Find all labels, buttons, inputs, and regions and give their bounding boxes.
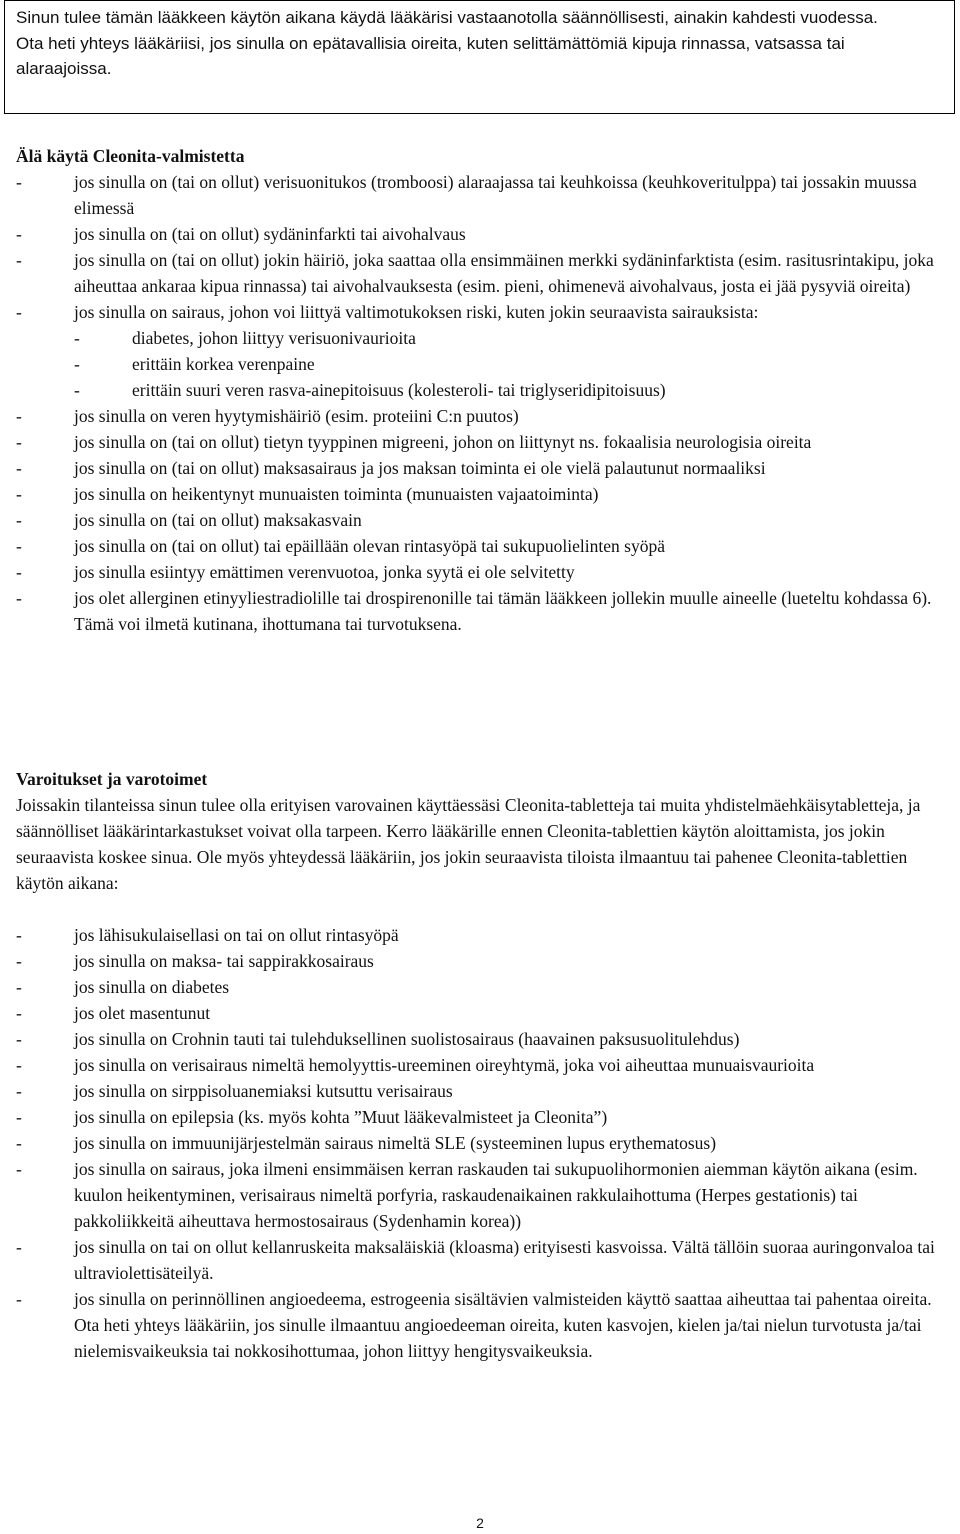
list-item: - jos sinulla on (tai on ollut) maksasairaus ja jos maksan toiminta ei ole vielä palautunut normaaliksi	[16, 455, 946, 481]
intro-paragraph: Joissakin tilanteissa sinun tulee olla erityisen varovainen käyttäessäsi Cleonita-tabletteja tai muita yhdistelmäehkäisytabletteja, ja säännölliset lääkärintarkastukset voivat olla tarpeen. Kerro lääkärille ennen Cleonita-tablettien käytön aloittamista, jos jokin seuraavista koskee sinua. Ole myös yhteydessä lääkäriin, jos jokin seuraavista tiloista ilmaantuu tai pahenee Cleonita-tablettien käytön aikana:	[16, 795, 921, 893]
list-item: - jos lähisukulaisellasi on tai on ollut rintasyöpä	[16, 922, 946, 948]
list-item: - jos sinulla on sairaus, joka ilmeni ensimmäisen kerran raskauden tai sukupuolihormonien aiemman käytön aikana (esim. kuulon heikentyminen, verisairaus nimeltä porfyria, raskaudenaikainen rakkulaihottuma (Herpes gestationis) tai pakkoliikkeitä aiheuttava hermostosairaus (Sydenhamin korea))	[16, 1156, 946, 1234]
list-item: - jos sinulla on perinnöllinen angioedeema, estrogeenia sisältävien valmisteiden käyttö saattaa aiheuttaa tai pahentaa oireita. Ota heti yhteys lääkäriin, jos sinulle ilmaantuu angioedeeman oireita, kuten kasvojen, kielen ja/tai nielun turvotusta ja/tai nielemisvaikeuksia tai nokkosihottumaa, johon liittyy hengitysvaikeuksia.	[16, 1286, 946, 1364]
list-item: - jos sinulla on immuunijärjestelmän sairaus nimeltä SLE (systeeminen lupus erythematosus)	[16, 1130, 946, 1156]
list-item-text: jos sinulla on sairaus, johon voi liittyä valtimotukoksen riski, kuten jokin seuraavista sairauksista:	[74, 302, 759, 322]
page-number: 2	[476, 1515, 484, 1531]
list-item: - jos sinulla on diabetes	[16, 974, 946, 1000]
list-item: - jos sinulla on Crohnin tauti tai tulehduksellinen suolistosairaus (haavainen paksusuolitulehdus)	[16, 1026, 946, 1052]
contraindications-list-continued	[16, 403, 946, 637]
section-heading: Älä käytä Cleonita-valmistetta	[16, 146, 245, 166]
list-item: - jos sinulla on epilepsia (ks. myös kohta ”Muut lääkevalmisteet ja Cleonita”)	[16, 1104, 946, 1130]
notice-paragraph: Sinun tulee tämän lääkkeen käytön aikana käydä lääkärisi vastaanotolla säännöllisesti, ainakin kahdesti vuodessa.	[16, 8, 878, 27]
list-item: - jos sinulla on tai on ollut kellanruskeita maksaläiskiä (kloasma) erityisesti kasvoissa. Vältä tällöin suoraa auringonvaloa tai ultraviolettisäteilyä.	[16, 1234, 946, 1286]
list-item: - jos sinulla on (tai on ollut) verisuonitukos (tromboosi) alaraajassa tai keuhkoissa (keuhkoveritulppa) tai jossakin muussa elimessä	[16, 169, 946, 221]
sub-list-item: - erittäin korkea verenpaine	[74, 351, 946, 377]
list-item: - jos sinulla on (tai on ollut) tietyn tyyppinen migreeni, johon on liittynyt ns. fokaalisia neurologisia oireita	[16, 429, 946, 455]
list-item: - jos sinulla on heikentynyt munuaisten toiminta (munuaisten vajaatoiminta)	[16, 481, 946, 507]
warnings-section	[16, 766, 946, 1364]
list-item: - jos sinulla on (tai on ollut) tai epäillään olevan rintasyöpä tai sukupuolielinten syöpä	[16, 533, 946, 559]
list-item: - jos sinulla on maksa- tai sappirakkosairaus	[16, 948, 946, 974]
sub-list-item: - diabetes, johon liittyy verisuonivaurioita	[74, 325, 946, 351]
list-item	[16, 299, 946, 325]
list-item: - jos sinulla on veren hyytymishäiriö (esim. proteiini C:n puutos)	[16, 403, 946, 429]
list-item: - jos sinulla on verisairaus nimeltä hemolyyttis-ureeminen oireyhtymä, joka voi aiheuttaa munuaisvaurioita	[16, 1052, 946, 1078]
notice-box	[4, 0, 955, 114]
list-item: - jos sinulla esiintyy emättimen verenvuotoa, jonka syytä ei ole selvitetty	[16, 559, 946, 585]
list-item: - jos olet allerginen etinyyliestradiolille tai drospirenonille tai tämän lääkkeen jollekin muulle aineelle (lueteltu kohdassa 6). Tämä voi ilmetä kutinana, ihottumana tai turvotuksena.	[16, 585, 946, 637]
contraindications-list	[16, 169, 946, 325]
list-item: - jos sinulla on sirppisoluanemiaksi kutsuttu verisairaus	[16, 1078, 946, 1104]
notice-paragraph: Ota heti yhteys lääkäriisi, jos sinulla on epätavallisia oireita, kuten selittämättömiä kipuja rinnassa, vatsassa tai alaraajoissa.	[16, 33, 845, 78]
contraindications-section	[16, 143, 946, 637]
list-item: - jos sinulla on (tai on ollut) maksakasvain	[16, 507, 946, 533]
warnings-list	[16, 922, 946, 1364]
sub-list	[74, 325, 946, 403]
section-heading: Varoitukset ja varotoimet	[16, 769, 208, 789]
list-item: - jos sinulla on (tai on ollut) jokin häiriö, joka saattaa olla ensimmäinen merkki sydäninfarktista (esim. rasitusrintakipu, joka aiheuttaa ankaraa kipua rinnassa) tai aivohalvauksesta (esim. pieni, ohimenevä aivohalvaus, josta ei jää pysyviä oireita)	[16, 247, 946, 299]
list-item: - jos sinulla on (tai on ollut) sydäninfarkti tai aivohalvaus	[16, 221, 946, 247]
list-item: - jos olet masentunut	[16, 1000, 946, 1026]
sub-list-item: - erittäin suuri veren rasva-ainepitoisuus (kolesteroli- tai triglyseridipitoisuus)	[74, 377, 946, 403]
